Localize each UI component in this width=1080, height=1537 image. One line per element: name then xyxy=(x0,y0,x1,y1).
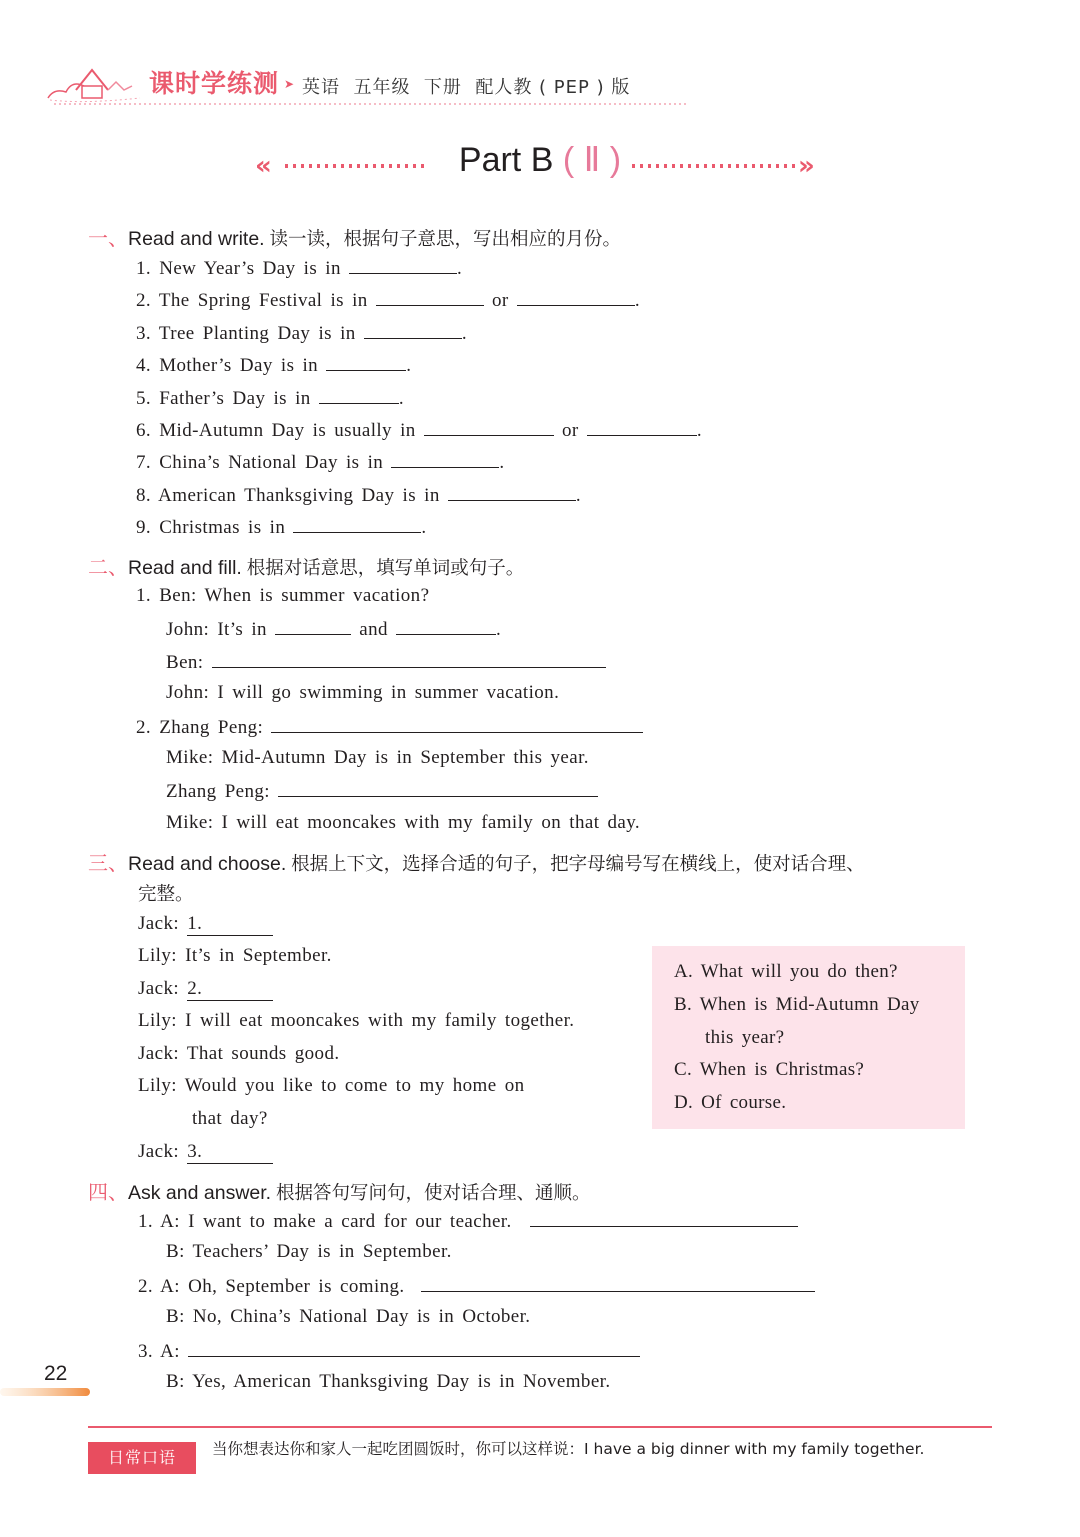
section3-title-zh: 根据上下文，选择合适的句子，把字母编号写在横线上，使对话合理、 xyxy=(291,854,865,875)
answer-blank[interactable] xyxy=(271,715,643,733)
part-title-roman: ( Ⅱ ) xyxy=(562,141,622,179)
s3-jack-2: Jack: 2. xyxy=(138,978,273,1001)
section4-number: 四、 xyxy=(88,1180,128,1204)
answer-blank[interactable] xyxy=(391,450,499,468)
s1-item-5: 5. Father’s Day is in . xyxy=(136,388,405,409)
page-header xyxy=(44,58,694,112)
s3-lily-1: Lily: It’s in September. xyxy=(138,945,332,966)
answer-blank[interactable] xyxy=(587,418,697,436)
svg-text:»: » xyxy=(798,152,815,180)
option-a: A. What will you do then? xyxy=(674,961,898,982)
footer-text: 当你想表达你和家人一起吃团圆饭时，你可以这样说：I have a big dinner with my family together. xyxy=(212,1440,925,1458)
answer-blank[interactable]: 3. xyxy=(187,1141,273,1164)
s4-q3-a: 3. A: xyxy=(138,1339,640,1363)
svg-text:«: « xyxy=(255,152,272,180)
answer-blank[interactable] xyxy=(293,515,421,533)
answer-blank[interactable]: 1. xyxy=(187,913,273,936)
s1-item-2: 2. The Spring Festival is in or . xyxy=(136,290,640,311)
answer-blank[interactable] xyxy=(275,617,351,635)
answer-blank[interactable] xyxy=(364,321,462,339)
s1-item-4: 4. Mother’s Day is in . xyxy=(136,355,412,376)
section4-title-zh: 根据答句写问句，使对话合理、通顺。 xyxy=(275,1183,591,1204)
s3-lily-3: Lily: Would you like to come to my home on xyxy=(138,1075,525,1096)
section2-heading xyxy=(88,551,524,580)
house-logo-icon xyxy=(44,58,144,108)
section4-title-en: Ask and answer. xyxy=(128,1182,272,1204)
answer-blank[interactable] xyxy=(517,288,635,306)
s4-q3-b: B: Yes, American Thanksgiving Day is in November. xyxy=(166,1371,611,1392)
s3-jack-4: Jack: 3. xyxy=(138,1141,273,1164)
section1-title-en: Read and write. xyxy=(128,228,265,250)
s4-q1-a: 1. A: I want to make a card for our teacher. xyxy=(138,1209,798,1233)
answer-blank[interactable] xyxy=(376,288,484,306)
section3-heading xyxy=(88,847,865,876)
answer-blank[interactable] xyxy=(349,256,457,274)
section4-heading xyxy=(88,1176,590,1205)
option-b-cont: this year? xyxy=(705,1027,785,1048)
s3-lily-3-cont: that day? xyxy=(192,1108,268,1129)
answer-blank[interactable] xyxy=(188,1339,640,1357)
s1-item-1: 1. New Year’s Day is in . xyxy=(136,258,463,279)
s2-d1-line1: 1. Ben: When is summer vacation? xyxy=(136,585,430,606)
page-number: 22 xyxy=(44,1362,68,1385)
answer-blank[interactable] xyxy=(319,386,399,404)
section1-heading xyxy=(88,222,621,251)
s1-item-3: 3. Tree Planting Day is in . xyxy=(136,323,467,344)
option-b: B. When is Mid-Autumn Day xyxy=(674,994,920,1015)
s2-d2-line3: Zhang Peng: xyxy=(166,779,598,803)
s1-item-7: 7. China’s National Day is in . xyxy=(136,452,505,473)
answer-blank[interactable] xyxy=(421,1274,815,1292)
answer-blank[interactable] xyxy=(326,353,406,371)
s4-q1-b: B: Teachers’ Day is in September. xyxy=(166,1241,452,1262)
option-c: C. When is Christmas? xyxy=(674,1059,865,1080)
section1-title-zh: 读一读，根据句子意思，写出相应的月份。 xyxy=(269,229,621,250)
s2-d2-line2: Mike: Mid-Autumn Day is in September this year. xyxy=(166,747,589,768)
section2-title-en: Read and fill. xyxy=(128,557,242,579)
answer-blank[interactable] xyxy=(448,483,576,501)
s2-d2-line1: 2. Zhang Peng: xyxy=(136,715,643,739)
section1-number: 一、 xyxy=(88,226,128,250)
section3-heading-cont: 完整。 xyxy=(138,884,194,905)
s4-q2-b: B: No, China’s National Day is in October. xyxy=(166,1306,531,1327)
s2-d1-line3: Ben: xyxy=(166,650,606,674)
header-subtitle: 英语 五年级 下册 配人教 ( PEP ) 版 xyxy=(302,77,631,98)
option-d: D. Of course. xyxy=(674,1092,787,1113)
footer-tag: 日常口语 xyxy=(88,1442,196,1474)
s1-item-6: 6. Mid-Autumn Day is usually in or . xyxy=(136,420,702,441)
s2-d1-line2: John: It’s in and . xyxy=(166,619,502,640)
s1-item-8: 8. American Thanksgiving Day is in . xyxy=(136,485,582,506)
page-number-bar xyxy=(0,1388,90,1396)
answer-blank[interactable] xyxy=(212,650,606,668)
s1-item-9: 9. Christmas is in . xyxy=(136,517,427,538)
s2-d2-line4: Mike: I will eat mooncakes with my family on that day. xyxy=(166,812,641,833)
footer-divider xyxy=(88,1426,992,1428)
answer-blank[interactable]: 2. xyxy=(187,978,273,1001)
section3-number: 三、 xyxy=(88,851,128,875)
header-arrow-icon: ➤ xyxy=(284,77,295,91)
section2-number: 二、 xyxy=(88,555,128,579)
title-right-ornament xyxy=(630,152,825,180)
answer-blank[interactable] xyxy=(278,779,598,797)
part-title xyxy=(0,140,1080,180)
s3-jack-3: Jack: That sounds good. xyxy=(138,1043,340,1064)
s2-d1-line4: John: I will go swimming in summer vacation. xyxy=(166,682,560,703)
section2-title-zh: 根据对话意思，填写单词或句子。 xyxy=(246,558,525,579)
answer-blank[interactable] xyxy=(396,617,496,635)
options-box xyxy=(652,946,965,1129)
s3-lily-2: Lily: I will eat mooncakes with my family together. xyxy=(138,1010,575,1031)
answer-blank[interactable] xyxy=(530,1209,798,1227)
header-underline xyxy=(44,102,694,108)
s4-q2-a: 2. A: Oh, September is coming. xyxy=(138,1274,815,1298)
s3-jack-1: Jack: 1. xyxy=(138,913,273,936)
section3-title-en: Read and choose. xyxy=(128,853,287,875)
header-brand: 课时学练测 xyxy=(149,69,280,98)
answer-blank[interactable] xyxy=(424,418,554,436)
part-title-main: Part B xyxy=(458,141,554,179)
